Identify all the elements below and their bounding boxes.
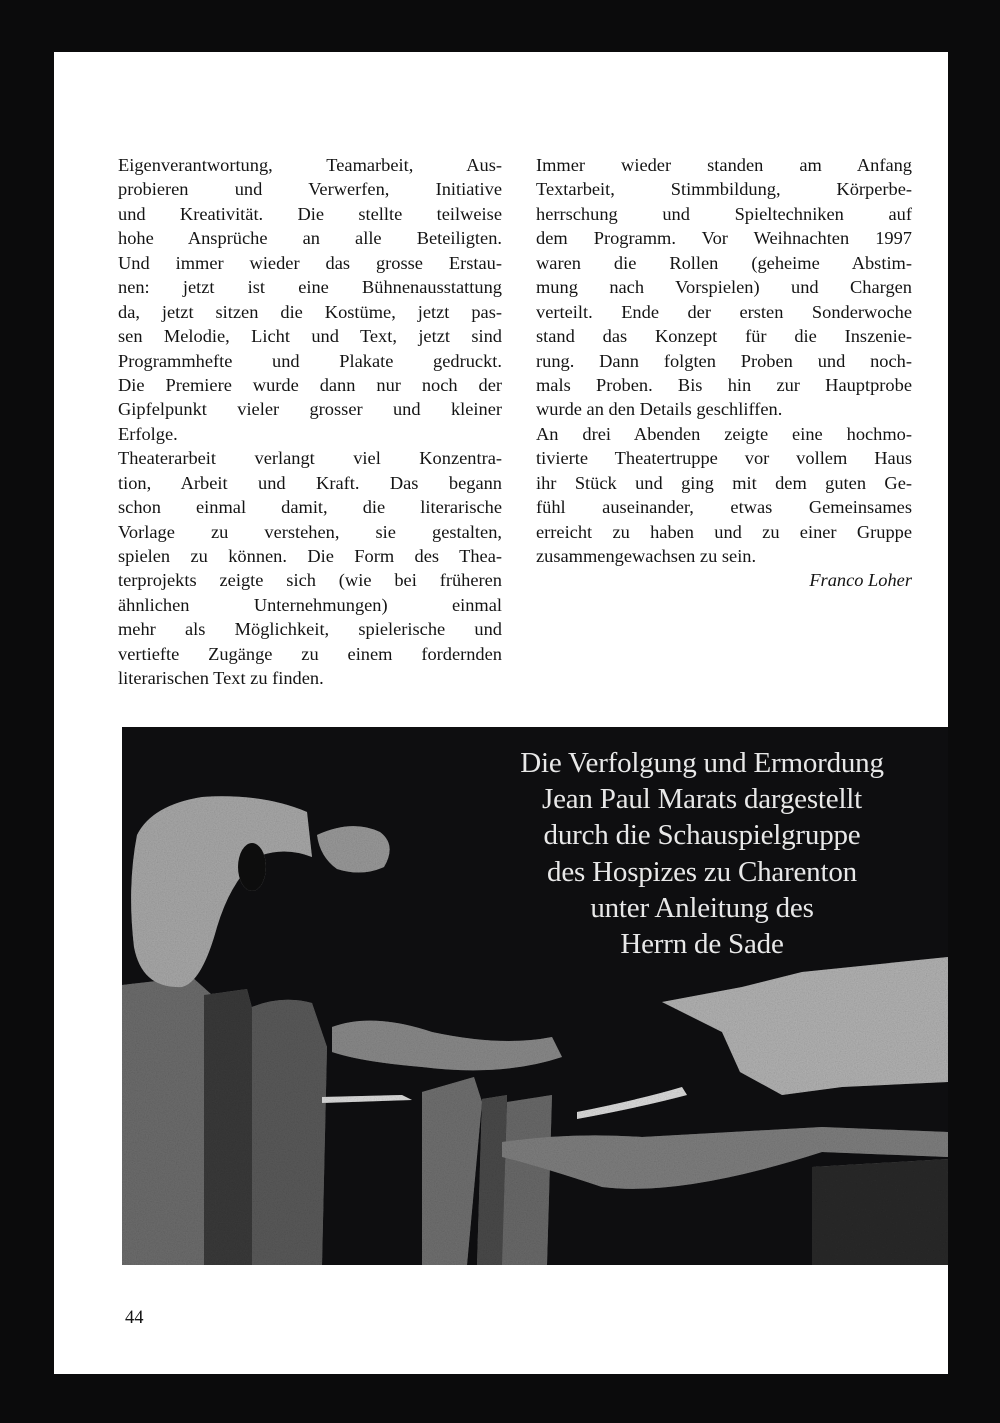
text-line: Eigenverantwortung, Teamarbeit, Aus- <box>118 155 502 175</box>
text-line: spielen zu können. Die Form des Thea- <box>118 546 502 566</box>
text-line: rung. Dann folgten Proben und noch- <box>536 350 912 371</box>
table-base <box>812 1159 948 1265</box>
figure-face-shadow <box>238 843 266 891</box>
stage-photo <box>122 727 948 1265</box>
text-line: dem Programm. Vor Weihnachten 1997 <box>536 228 912 249</box>
text-line: Die Premiere wurde dann nur noch der <box>118 374 502 395</box>
caption-line: des Hospizes zu Charenton <box>547 855 857 888</box>
center-drape-fold <box>477 1095 507 1265</box>
text-line: tivierte Theatertruppe vor vollem Haus <box>536 448 912 469</box>
text-line: waren die Rollen (geheime Abstim- <box>536 252 912 273</box>
text-line: literarischen Text zu finden. <box>118 668 324 689</box>
caption-line: Herrn de Sade <box>620 928 784 961</box>
text-line: mals Proben. Bis hin zur Hauptprobe <box>536 374 912 395</box>
caption-line: durch die Schauspielgruppe <box>543 819 861 852</box>
text-line: da, jetzt sitzen die Kostüme, jetzt pas- <box>118 301 502 322</box>
text-line: verteilt. Ende der ersten Sonderwoche <box>536 301 912 322</box>
text-line: wurde an den Details geschliffen. <box>536 399 783 420</box>
text-line: Textarbeit, Stimmbildung, Körperbe- <box>536 179 912 200</box>
left-drape <box>122 977 212 1265</box>
text-line: probieren und Verwerfen, Initiative <box>118 179 502 200</box>
paragraph <box>118 153 502 446</box>
text-line: und Kreativität. Die stellte teilweise <box>118 203 502 224</box>
text-line: mung nach Vorspielen) und Chargen <box>536 277 912 298</box>
right-text-column <box>536 153 912 593</box>
center-drape-right <box>502 1095 552 1265</box>
text-line: ihr Stück und ging mit dem guten Ge- <box>536 472 912 493</box>
document-page <box>54 52 948 1374</box>
text-line: Programmhefte und Plakate gedruckt. <box>118 350 502 371</box>
text-line: terprojekts zeigte sich (wie bei früheren <box>118 570 502 591</box>
text-line: stand das Konzept für die Inszenie- <box>536 326 912 347</box>
caption-line: Jean Paul Marats dargestellt <box>541 783 863 816</box>
text-line: herrschung und Spieltechniken auf <box>536 203 912 224</box>
tub-fold <box>204 989 257 1265</box>
paragraph <box>536 153 912 422</box>
text-line: schon einmal damit, die literarische <box>118 497 502 518</box>
text-line: Theaterarbeit verlangt viel Konzentra- <box>118 448 502 469</box>
caption-line: Die Verfolgung und Ermordung <box>520 747 884 779</box>
text-line: nen: jetzt ist eine Bühnenausstattung <box>118 277 502 298</box>
text-line: tion, Arbeit und Kraft. Das begann <box>118 472 502 493</box>
author-signature: Franco Loher <box>809 570 912 591</box>
text-line: Gipfelpunkt vieler grosser und kleiner <box>118 399 502 420</box>
text-line: hohe Ansprüche an alle Beteiligten. <box>118 228 502 249</box>
text-line: Immer wieder standen am Anfang <box>536 155 912 175</box>
photo-caption <box>452 745 948 962</box>
text-line: zusammengewachsen zu sein. <box>536 546 757 566</box>
text-line: mehr als Möglichkeit, spielerische und <box>118 619 502 640</box>
text-line: erreicht zu haben und zu einer Gruppe <box>536 521 912 542</box>
text-line: Vorlage zu verstehen, sie gestalten, <box>118 521 502 542</box>
caption-line: unter Anleitung des <box>590 891 814 924</box>
text-line: sen Melodie, Licht und Text, jetzt sind <box>118 326 502 347</box>
text-line: ähnlichen Unternehmungen) einmal <box>118 594 502 615</box>
text-line: An drei Abenden zeigte eine hochmo- <box>536 423 912 444</box>
tub-side <box>252 1000 327 1265</box>
text-line: vertiefte Zugänge zu einem fordernden <box>118 643 502 664</box>
text-line: Und immer wieder das grosse Erstau- <box>118 252 502 273</box>
text-line: Erfolge. <box>118 423 178 444</box>
paragraph <box>118 446 502 690</box>
paragraph <box>536 422 912 569</box>
left-text-column <box>118 153 502 691</box>
text-line: fühl auseinander, etwas Gemeinsames <box>536 497 912 518</box>
page-number: 44 <box>125 1308 144 1328</box>
